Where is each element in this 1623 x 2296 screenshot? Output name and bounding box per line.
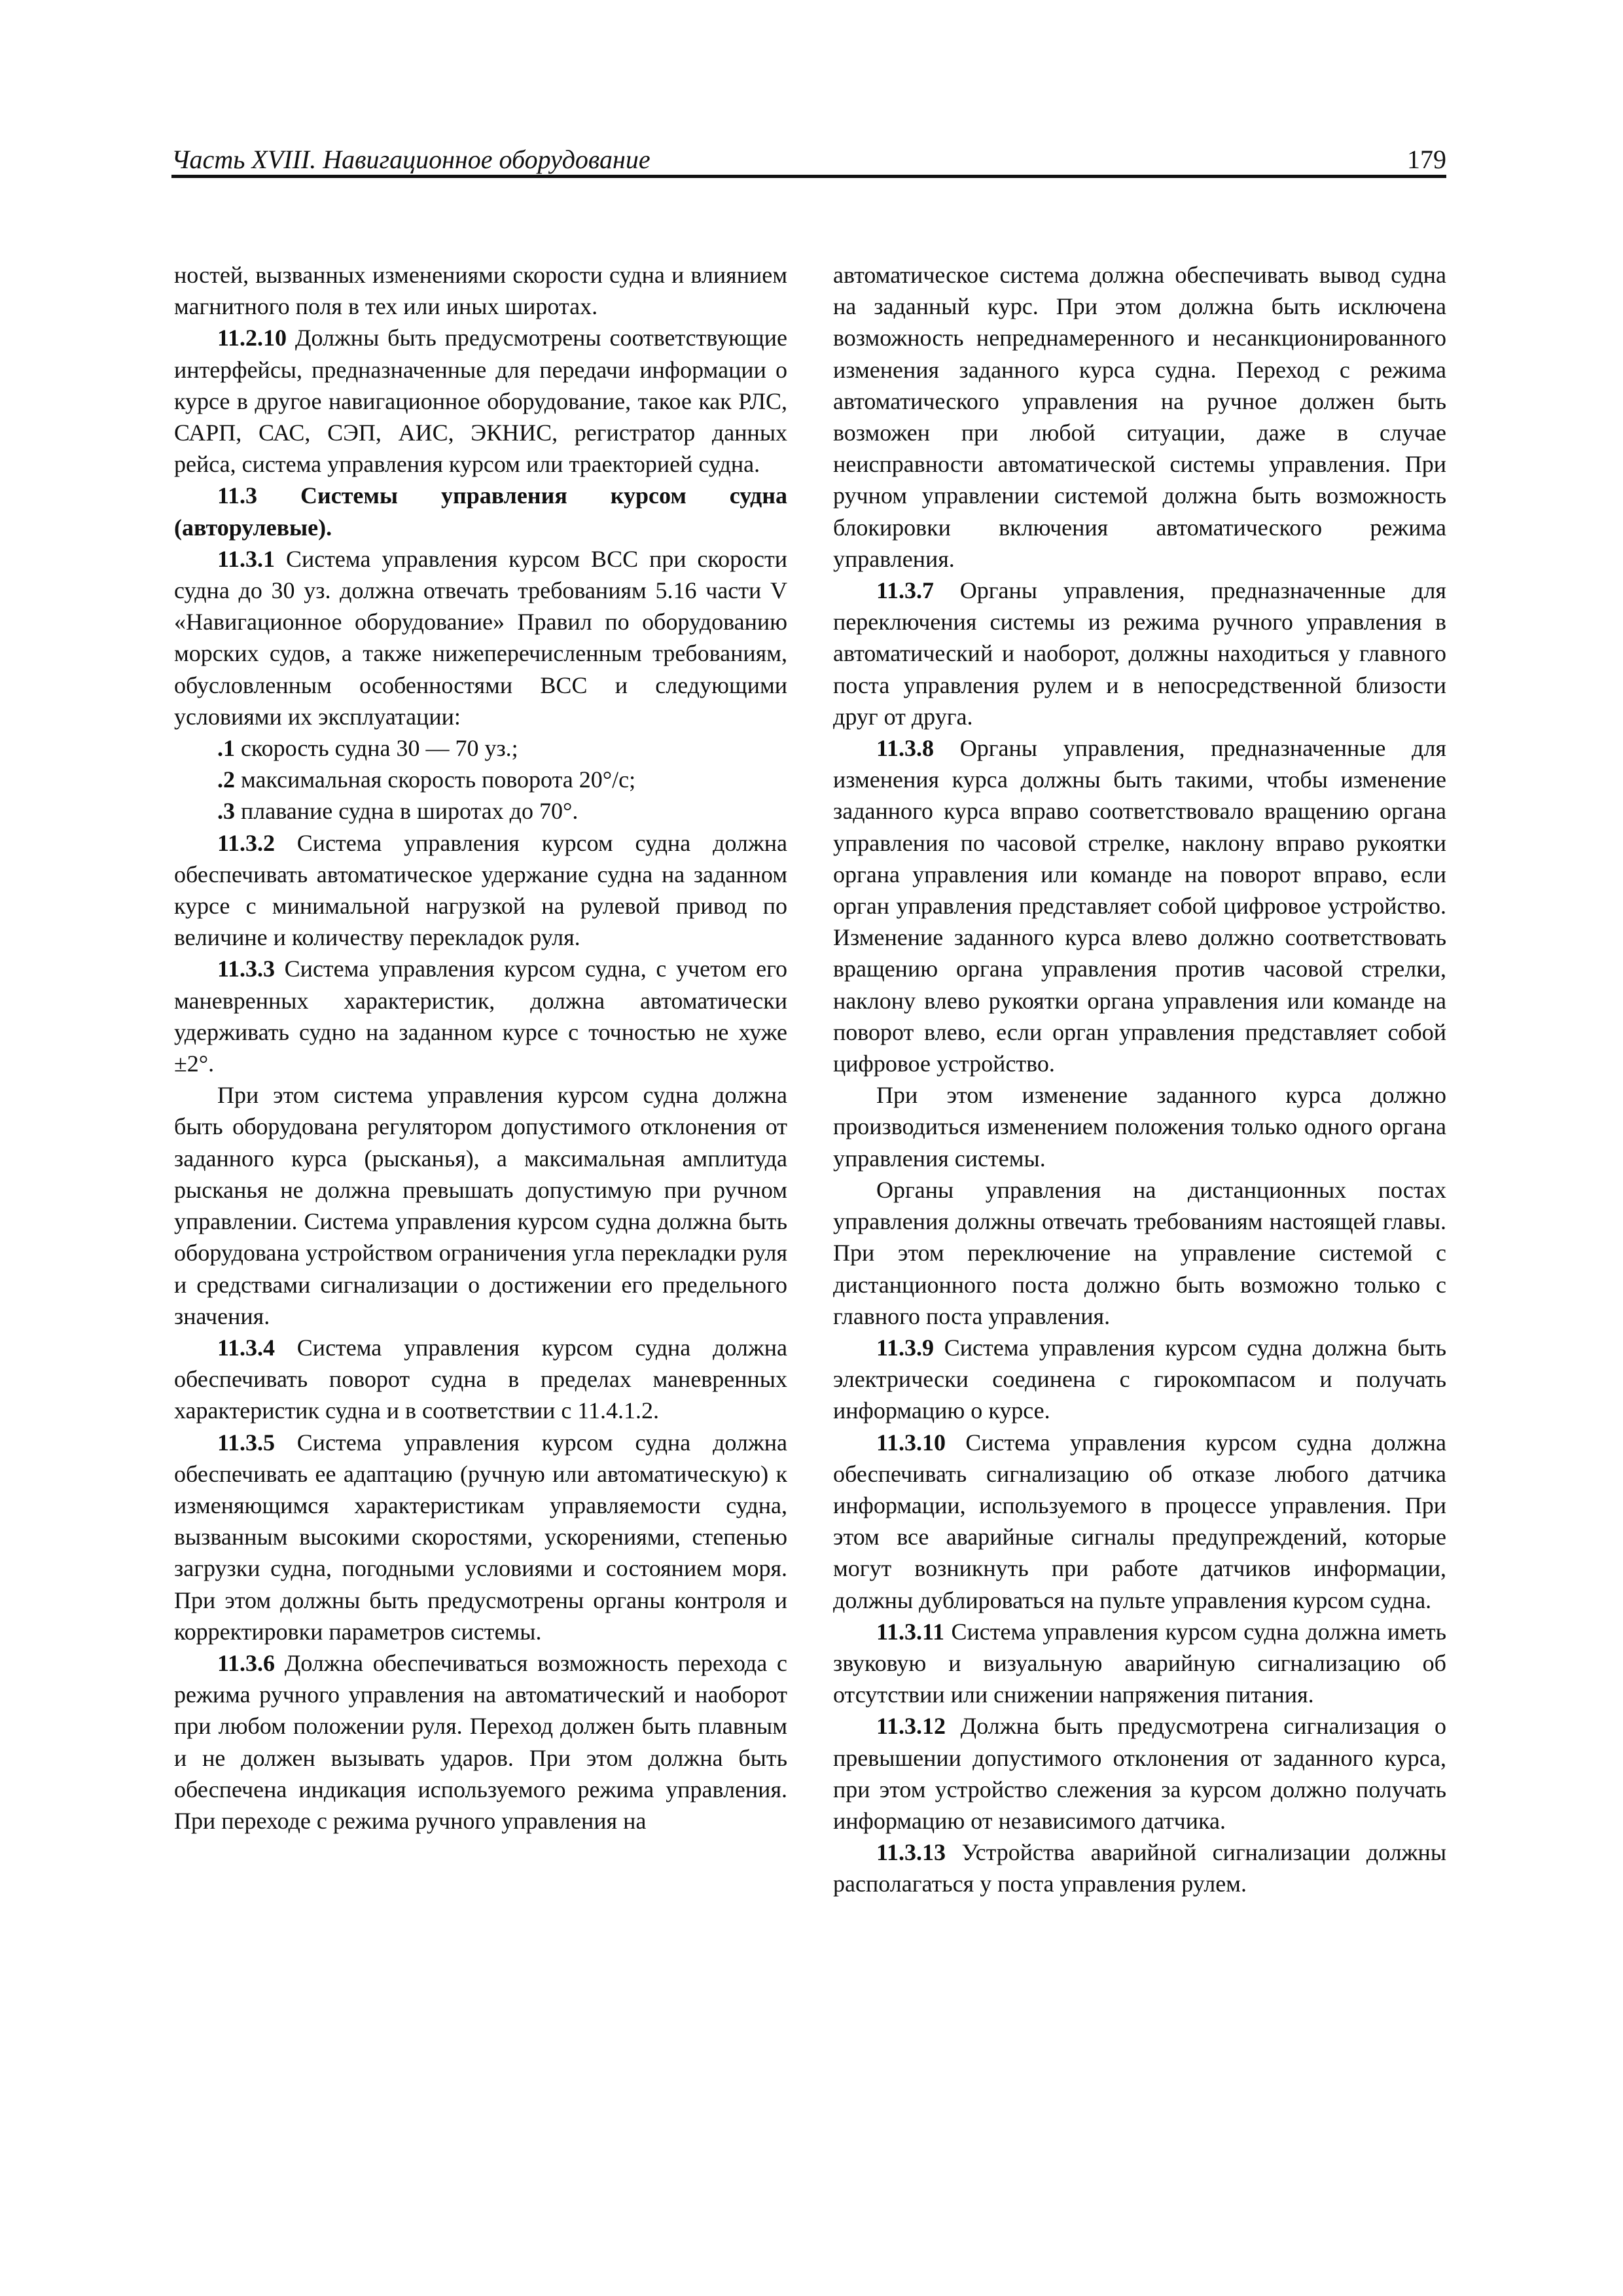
clause-number: 11.3.7 <box>876 577 935 604</box>
clause-11-2-10: 11.2.10 Должны быть предусмотрены соответствующие интерфейсы, предназначенные для передачи информации о курсе в другое навигационное оборудование, такое как РЛС, САРП, САС, СЭП, АИС, ЭКНИС, регистратор данных рейса, система управления курсом или траекторией судна. <box>174 325 787 478</box>
clause-number: 11.3.8 <box>876 735 935 762</box>
clause-number: 11.3.9 <box>876 1334 935 1361</box>
clause-11-3-12: 11.3.12 Должна быть предусмотрена сигнализация о превышении допустимого отклонения от заданного курса, при этом устройство слежения за курсом должно получать информацию от независимого датчика. <box>833 1713 1446 1834</box>
clause-11-3-10: 11.3.10 Система управления курсом судна должна обеспечивать сигнализацию об отказе любого датчика информации, используемого в процессе управления. При этом все аварийные сигналы предупреждений, которые могут возникнуть при работе датчиков информации, должны дублироваться на пульте управления курсом судна. <box>833 1429 1446 1613</box>
clause-number: 11.3.13 <box>876 1839 946 1866</box>
clause-11-3-4: 11.3.4 Система управления курсом судна должна обеспечивать поворот судна в пределах маневренных характеристик судна и в соответствии с 11.4.1.2. <box>174 1334 787 1424</box>
list-item: .3 плавание судна в широтах до 70°. <box>217 798 579 825</box>
clause-11-3-9: 11.3.9 Система управления курсом судна должна быть электрически соединена с гирокомпасом и получать информацию о курсе. <box>833 1334 1446 1424</box>
clause-11-3-8: 11.3.8 Органы управления, предназначенные для изменения курса должны быть такими, чтобы изменение заданного курса вправо соответствовало вращению органа управления по часовой стрелке, наклону вправо рукоятки органа управления или команде на поворот вправо, если орган управления представляет собой цифровое устройство. Изменение заданного курса влево должно соответствовать вращению органа управления против часовой стрелки, наклону влево рукоятки органа управления или команде на поворот влево, если орган управления представляет собой цифровое устройство. <box>833 735 1446 1077</box>
clause-11-3-11: 11.3.11 Система управления курсом судна должна иметь звуковую и визуальную аварийную сигнализацию об отсутствии или снижении напряжения питания. <box>833 1618 1446 1708</box>
clause-11-3-6: 11.3.6 Должна обеспечиваться возможность перехода с режима ручного управления на автоматический и наоборот при любом положении руля. Переход должен быть плавным и не должен вызывать ударов. При этом должна быть обеспечена индикация используемого режима управления. При переходе с режима ручного управления на <box>174 1649 787 1834</box>
clause-number: 11.3.3 <box>217 956 276 982</box>
list-item: .2 максимальная скорость поворота 20°/с; <box>217 766 636 793</box>
clause-11-3-7: 11.3.7 Органы управления, предназначенные для переключения системы из режима ручного управления в автоматический и наоборот, должны находиться у главного поста управления рулем и в непосредственной близости друг от друга. <box>833 577 1446 730</box>
page-number: 179 <box>1407 145 1446 174</box>
clause-number: 11.3.12 <box>876 1713 946 1740</box>
clause-number: 11.3.6 <box>217 1649 276 1676</box>
clause-number: 11.2.10 <box>217 325 287 351</box>
clause-number: 11.3.1 <box>217 545 276 572</box>
paragraph: Органы управления на дистанционных постах управления должны отвечать требованиям настоящей главы. При этом переключение на управление системой с дистанционного поста должно быть возможно только с главного поста управления. <box>833 1176 1446 1329</box>
paragraph: ностей, вызванных изменениями скорости судна и влиянием магнитного поля в тех или иных широтах. <box>174 262 787 320</box>
clause-11-3-5: 11.3.5 Система управления курсом судна должна обеспечивать ее адаптацию (ручную или автоматическую) к изменяющимся характеристикам управляемости судна, вызванным высокими скоростями, ускорениями, степенью загрузки судна, погодными условиями и состоянием моря. При этом должны быть предусмотрены органы контроля и корректировки параметров системы. <box>174 1429 787 1645</box>
running-header <box>171 145 1446 178</box>
clause-number: 11.3.10 <box>876 1429 946 1456</box>
clause-11-3-1: 11.3.1 Система управления курсом ВСС при скорости судна до 30 уз. должна отвечать требованиям 5.16 части V «Навигационное оборудование» Правил по оборудованию морских судов, а также нижеперечисленным требованиям, обусловленным особенностями ВСС и следующими условиями их эксплуатации: <box>174 545 787 730</box>
clause-11-3-13: 11.3.13 Устройства аварийной сигнализации должны располагаться у поста управления рулем. <box>833 1839 1446 1897</box>
clause-number: 11.3.2 <box>217 829 276 856</box>
clause-11-3-2: 11.3.2 Система управления курсом судна должна обеспечивать автоматическое удержание судна на заданном курсе с минимальной нагрузкой на рулевой привод по величине и количеству перекладок руля. <box>174 829 787 951</box>
clause-11-3-3: 11.3.3 Система управления курсом судна, с учетом его маневренных характеристик, должна автоматически удерживать судно на заданном курсе с точностью не хуже ±2°. <box>174 956 787 1077</box>
section-heading: 11.3 Системы управления курсом судна (авторулевые). <box>174 482 787 541</box>
paragraph: автоматическое система должна обеспечивать вывод судна на заданный курс. При этом должна быть исключена возможность непреднамеренного и несанкционированного изменения заданного курса судна. Переход с режима автоматического управления на ручное должен быть возможен при любой ситуации, даже в случае неисправности автоматической системы управления. При ручном управлении системой должна быть возможность блокировки включения автоматического режима управления. <box>833 262 1446 572</box>
right-column <box>833 259 1446 1900</box>
clause-number: 11.3.5 <box>217 1429 276 1456</box>
list-item: .1 скорость судна 30 — 70 уз.; <box>217 735 518 762</box>
running-title: Часть XVIII. Навигационное оборудование <box>171 145 651 174</box>
clause-number: 11.3.11 <box>876 1618 945 1645</box>
left-column <box>174 259 787 1837</box>
paragraph: При этом изменение заданного курса должно производиться изменением положения только одного органа управления системы. <box>833 1082 1446 1172</box>
paragraph: При этом система управления курсом судна должна быть оборудована регулятором допустимого отклонения от заданного курса (рысканья), а максимальная амплитуда рысканья не должна превышать допустимую при ручном управлении. Система управления курсом судна должна быть оборудована устройством ограничения угла перекладки руля и средствами сигнализации о достижении его предельного значения. <box>174 1082 787 1329</box>
clause-number: 11.3.4 <box>217 1334 276 1361</box>
